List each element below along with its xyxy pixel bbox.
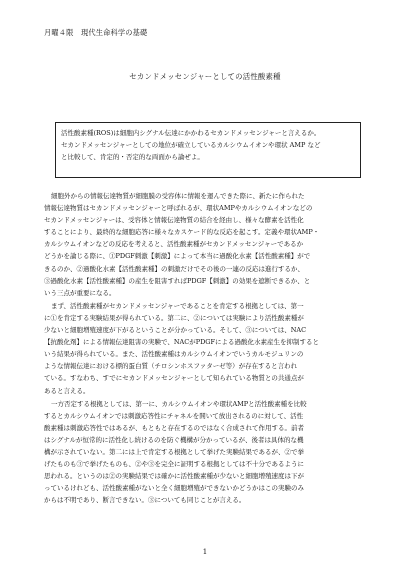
text-line: 構が示されていない。第二には上で肯定する根拠として挙げた実験結果であるが、②で挙 bbox=[44, 447, 304, 456]
text-line: きるのか、②過酸化水素【活性酸素種】の刺激だけでその後の一連の反応は進行するか、 bbox=[44, 264, 304, 273]
paragraph-1 bbox=[44, 190, 366, 299]
text-line: どうかを論じる際に、①PDGF刺激【刺激】によって本当に過酸化水素【活性酸素種】がで bbox=[44, 252, 311, 261]
text-line: 酸素種は刺激応答性ではあるが、もともと存在するのではなく合成されて作用する。前者 bbox=[44, 423, 304, 432]
question-box bbox=[55, 122, 361, 178]
text-line: まず、活性酸素種がセカンドメッセンジャーであることを肯定する根拠としては、第一 bbox=[51, 301, 304, 310]
page-number: 1 bbox=[202, 548, 208, 556]
text-line: 思われる。というのは②の実験結果では確かに活性酸素種が少ないと細胞増殖速度は下が bbox=[44, 472, 304, 481]
text-line: 【抗酸化剤】による情報伝達阻害の実験で、NACがPDGFによる過酸化水素産生を抑制すると bbox=[44, 338, 320, 347]
text-line: からは不明であり、断言できない。③についても同じことが言える。 bbox=[44, 496, 246, 505]
text-line: ている。すなわち、すでにセカンドメッセンジャーとして知られている物質との共通点が bbox=[44, 374, 304, 383]
paragraph-2 bbox=[44, 300, 366, 397]
text-line: 一方否定する根拠としては、第一に、カルシウムイオンや環状AMPと活性酸素種を比較 bbox=[51, 399, 307, 408]
text-line: っているけれども、活性酸素種がないと全く細胞増殖ができないかどうかはこの実験のみ bbox=[44, 484, 304, 493]
text-line: いう結果が得られている。また、活性酸素種はカルシウムイオンでいうカルモジュリンの bbox=[44, 350, 304, 359]
question-line: と比較して、肯定的・否定的な両面から論ぜよ。 bbox=[61, 153, 204, 161]
essay-body bbox=[44, 190, 366, 506]
text-line: ③過酸化水素【活性酸素種】の産生を阻害すればPDGF【刺激】の効果を遮断できるか、と bbox=[44, 276, 311, 285]
question-line: 活性酸素種(ROS)は細胞内シグナル伝達にかかわるセカンドメッセンジャーと言えるか。 bbox=[61, 129, 321, 137]
text-line: カルシウムイオンなどの反応を考えると、活性酸素種がセカンドメッセンジャーであるか bbox=[44, 240, 304, 249]
text-line: 少ないと細胞増殖速度が下がるということが分かっている。そして、③については、NAC bbox=[44, 326, 307, 335]
text-line: はシグナルが恒常的に活性化し続けるのを防ぐ機構が分かっているが、後者は具体的な機 bbox=[44, 435, 304, 444]
document-title: セカンドメッセンジャーとしての活性酸素種 bbox=[129, 72, 281, 81]
text-line: セカンドメッセンジャーは、受容体と情報伝達物質の結合を経由し、様々な酵素を活性化 bbox=[44, 216, 304, 225]
text-line: げたものも③で挙げたものも、②や③を完全に証明する根拠としては不十分であるように bbox=[44, 460, 304, 469]
course-header: 月曜４限 現代生命科学の基礎 bbox=[44, 28, 148, 37]
text-line: するとカルシウムイオンでは刺激応答性にチャネルを開いて放出されるのに対して、活性 bbox=[44, 411, 304, 420]
text-line: ような情報伝達における標的蛋白質（チロシンホスファターゼ等）が存在すると言われ bbox=[44, 362, 298, 371]
text-line: することにより、最終的な細胞応答に様々なカスケード的な反応を起こす。定義や環状AMP・ bbox=[44, 228, 320, 237]
text-line: あると言える。 bbox=[44, 386, 90, 395]
question-line: セカンドメッセンジャーとしての地位が確立しているカルシウムイオンや環状 AMP など bbox=[61, 141, 321, 149]
paragraph-3 bbox=[44, 398, 366, 507]
text-line: いう三点が重要になる。 bbox=[44, 288, 116, 297]
text-line: 細胞外からの情報伝達物質が細胞膜の受容体に情報を運んできた際に、新たに作られた bbox=[51, 192, 305, 200]
text-line: に①を肯定する実験結果が得られている。第二に、②については実験により活性酸素種が bbox=[44, 313, 304, 322]
text-line: 情報伝達物質はセカンドメッセンジャーと呼ばれるが、環状AMPやカルシウムイオンなどの bbox=[44, 204, 313, 213]
